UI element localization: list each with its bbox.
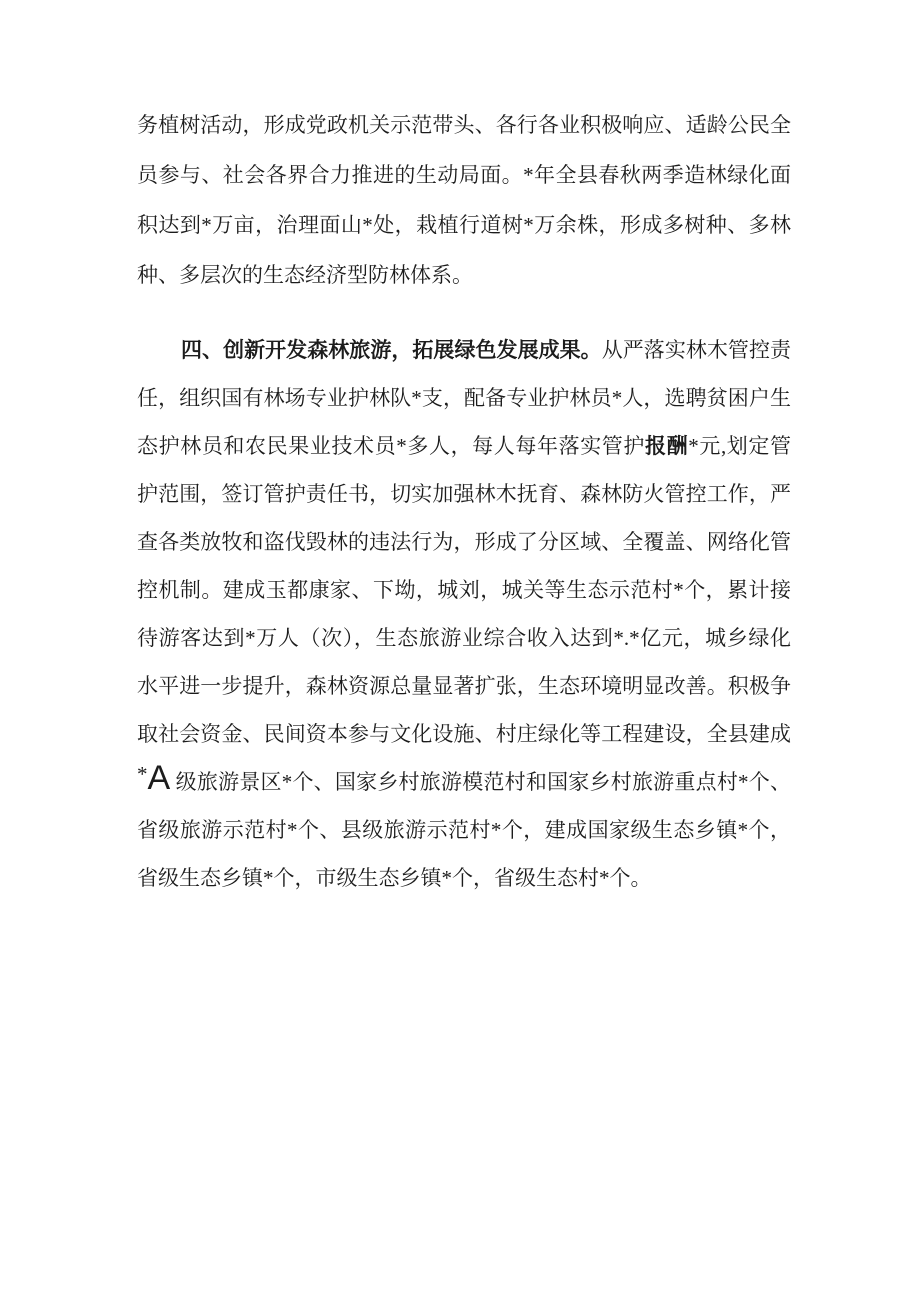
text-run: *元,划定管护范围，签订管护责任书，切实加强林木抚育、森林防火管控工作，严查各类放牧和盗伐毁林的违法行为，形成了分区域、全覆盖、网络化管控机制。建成玉都康家、下坳，城刘，城关等生态示范村*个，累计接待游客达到*万人（次），生态旅游业综合收入达到*.*亿元，城乡绿化水平进一步提升，森林资源总量显著扩张，生态环境明显改善。积极争取社会资金、民间资本参与文化设施、村庄绿化等工程建设，全县建成 (137, 434, 792, 746)
text-run: 四、创新开发森林旅游，拓展绿色发展成果。 (181, 338, 602, 362)
text-run: A (147, 759, 171, 797)
document-body (137, 100, 791, 902)
paragraph (137, 100, 791, 300)
text-run: 级旅游景区*个、国家乡村旅游模范村和国家乡村旅游重点村*个、省级旅游示范村*个、县级旅游示范村*个，建成国家级生态乡镇*个，省级生态乡镇*个，市级生态乡镇*个，省级生态村*个。 (137, 770, 791, 890)
text-run: 报酬 (645, 434, 689, 458)
text-run: 务植树活动，形成党政机关示范带头、各行各业积极响应、适龄公民全员参与、社会各界合力推进的生动局面。*年全县春秋两季造林绿化面积达到*万亩，治理面山*处，栽植行道树*万余株，形成多树种、多林种、多层次的生态经济型防林体系。 (137, 113, 791, 287)
text-run: * (137, 762, 148, 786)
paragraph (137, 326, 791, 902)
text-run: 从严落实林木管控责任，组织国有林场专业护林队*支，配备专业护林员*人，选聘贫困户生态护林员和农民果业技术员*多人，每人每年落实管护 (137, 338, 792, 458)
